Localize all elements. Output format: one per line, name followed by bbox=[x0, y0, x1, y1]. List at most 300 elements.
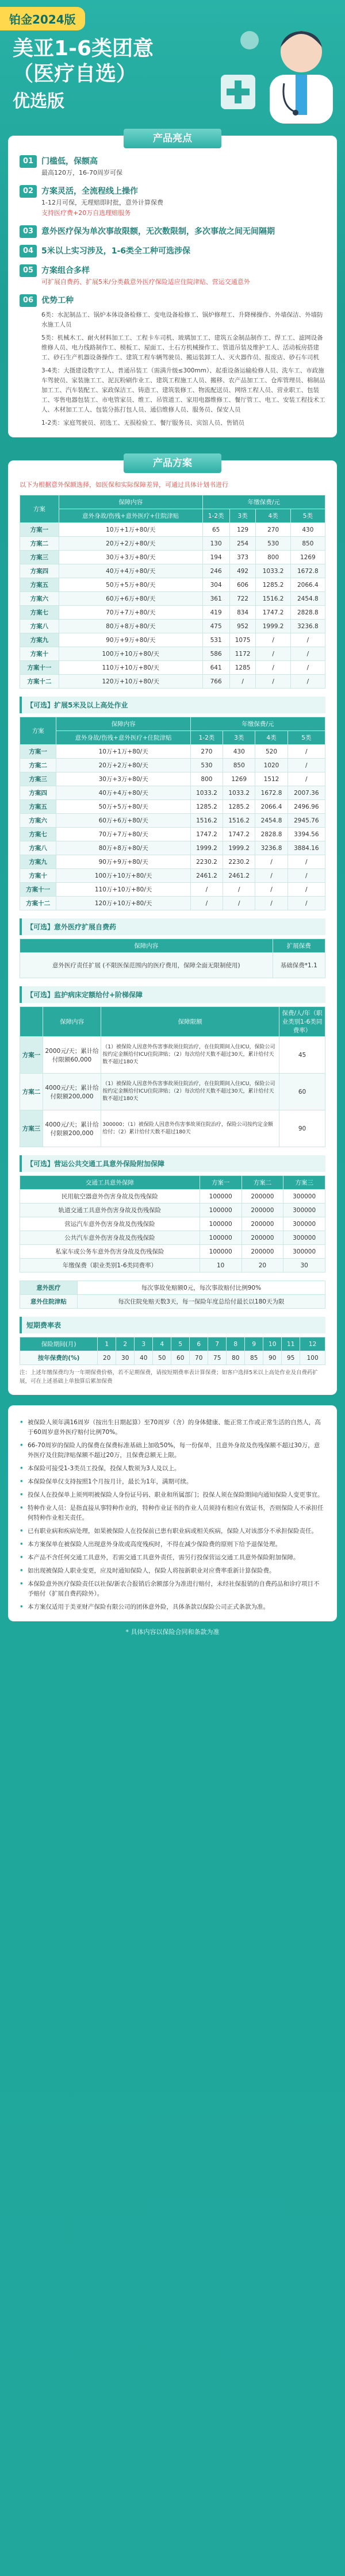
table-cell: 300000 bbox=[283, 1217, 325, 1231]
table-cell: / bbox=[288, 883, 325, 897]
table-cell: 20 bbox=[241, 1259, 283, 1272]
table-cell: 419 bbox=[202, 606, 229, 620]
doctor-illustration-icon bbox=[215, 17, 336, 124]
table-row bbox=[20, 1074, 325, 1110]
plan-name: 方案九 bbox=[20, 633, 59, 647]
table-cell: 100000 bbox=[200, 1245, 241, 1259]
clause-text: 特种作业人员：是指直接从事特种作业的，特种作业证书的作业人员须持有相应有效证书，否则保险人不承担任何特种作业相关责任。 bbox=[28, 1505, 324, 1521]
table-cell: 800 bbox=[190, 772, 223, 786]
table-cell: 75 bbox=[208, 1351, 227, 1365]
table-cell: 430 bbox=[223, 745, 255, 759]
table-cell: 194 bbox=[202, 551, 229, 564]
feature-title: 意外医疗保为单次事故限额，无次数限制，多次事故之间无间隔期 bbox=[41, 227, 275, 236]
feature-item bbox=[20, 155, 325, 168]
feature-item bbox=[20, 225, 325, 238]
table-row bbox=[20, 800, 325, 814]
table-cell: 3394.56 bbox=[288, 828, 325, 841]
col-header: 1-2类 bbox=[202, 509, 229, 523]
table-cell: 50万+5万+80/天 bbox=[59, 578, 202, 592]
table-cell: 70万+7万+80/天 bbox=[59, 606, 202, 620]
plan-name: 私家车或公务车意外伤害身故及伤残保险 bbox=[20, 1245, 200, 1259]
table-row bbox=[20, 592, 325, 606]
plan-name: 方案二 bbox=[20, 537, 59, 551]
plan-name: 方案二 bbox=[20, 759, 56, 772]
version-badge: 铂金2024版 bbox=[0, 7, 85, 30]
table-cell: / bbox=[288, 745, 325, 759]
plans-top-note: 以下为根据意外保额选择，如医保和实际保障差异，可通过具体计划书进行 bbox=[20, 481, 228, 489]
clause-item bbox=[20, 1477, 325, 1487]
table-row bbox=[20, 1204, 325, 1217]
table-cell: / bbox=[223, 883, 255, 897]
table-cell: 1269 bbox=[223, 772, 255, 786]
plan-table-high-altitude bbox=[20, 717, 325, 910]
table-cell: 520 bbox=[255, 745, 288, 759]
table-row bbox=[20, 606, 325, 620]
table-cell: 373 bbox=[229, 551, 256, 564]
table-row bbox=[20, 633, 325, 647]
table-cell: 60万+6万+80/天 bbox=[59, 592, 202, 606]
bullet-icon: • bbox=[20, 1491, 24, 1498]
plan-name: 方案十 bbox=[20, 869, 56, 883]
highlights-section-title: 产品亮点 bbox=[124, 129, 221, 148]
highlights-card bbox=[8, 133, 337, 437]
table-row bbox=[20, 1217, 325, 1231]
medical-terms-table bbox=[20, 1281, 325, 1309]
table-cell: 90 bbox=[279, 1110, 325, 1147]
table-cell: 85 bbox=[245, 1351, 263, 1365]
bullet-icon: • bbox=[20, 1465, 24, 1472]
col-header: 保障限额 bbox=[101, 1007, 279, 1037]
feature-number: 03 bbox=[20, 225, 37, 238]
table-cell: 100000 bbox=[200, 1190, 241, 1204]
table-cell: 361 bbox=[202, 592, 229, 606]
table-cell: 95 bbox=[282, 1351, 300, 1365]
feature-item bbox=[20, 245, 325, 257]
table-row bbox=[20, 647, 325, 661]
table-row bbox=[20, 772, 325, 786]
table-row bbox=[20, 745, 325, 759]
table-cell: 100万+10万+80/天 bbox=[59, 647, 202, 661]
table-cell: 30万+3万+80/天 bbox=[59, 551, 202, 564]
clause-item bbox=[20, 1579, 325, 1599]
table-cell: 300000 bbox=[283, 1190, 325, 1204]
plan-name: 方案三 bbox=[20, 1110, 43, 1147]
col-header: 5类 bbox=[290, 509, 325, 523]
table-cell: 60万+6万+80/天 bbox=[56, 814, 190, 828]
table-cell: 952 bbox=[229, 620, 256, 633]
plan-name: 方案十二 bbox=[20, 897, 56, 910]
col-header: 2 bbox=[116, 1337, 135, 1351]
table-cell: 530 bbox=[190, 759, 223, 772]
col-header: 扩展保费 bbox=[273, 939, 325, 953]
hero-title-line1: 美亚1-6类团意 bbox=[13, 37, 154, 60]
table-cell: 40万+4万+80/天 bbox=[59, 564, 202, 578]
table-cell: 1269 bbox=[290, 551, 325, 564]
plan-name: 方案十一 bbox=[20, 883, 56, 897]
col-header: 方案 bbox=[20, 717, 56, 745]
table-cell: 50 bbox=[153, 1351, 171, 1365]
clauses-card bbox=[8, 1405, 337, 1621]
table-cell: 10万+1万+80/天 bbox=[56, 745, 190, 759]
bullet-icon: • bbox=[20, 1442, 24, 1449]
clause-item bbox=[20, 1418, 325, 1437]
table-cell: 1516.2 bbox=[256, 592, 290, 606]
table-row bbox=[20, 828, 325, 841]
short-term-rate-table bbox=[20, 1337, 325, 1365]
plan-name: 方案十一 bbox=[20, 661, 59, 675]
table-cell: 1285 bbox=[229, 661, 256, 675]
table-row bbox=[20, 1295, 325, 1309]
table-cell: 304 bbox=[202, 578, 229, 592]
table-cell: 90 bbox=[263, 1351, 282, 1365]
table-cell: 10万+1万+80/天 bbox=[59, 523, 202, 537]
feature-number: 05 bbox=[20, 264, 37, 277]
col-header: 4类 bbox=[256, 509, 290, 523]
table-cell: 254 bbox=[229, 537, 256, 551]
table-cell: 110万+10万+80/天 bbox=[59, 661, 202, 675]
table-row bbox=[20, 1110, 325, 1147]
table-cell: 2000元/天；累计给付限额60,000 bbox=[43, 1037, 101, 1074]
table-cell: 3236.8 bbox=[290, 620, 325, 633]
table-cell: 1033.2 bbox=[190, 786, 223, 800]
table-cell: 60 bbox=[171, 1351, 190, 1365]
table-row bbox=[20, 1245, 325, 1259]
table-cell: 1512 bbox=[255, 772, 288, 786]
self-paid-drug-table bbox=[20, 939, 325, 978]
table-cell: 200000 bbox=[241, 1204, 283, 1217]
table-cell: 90万+9万+80/天 bbox=[56, 855, 190, 869]
table-row bbox=[20, 1231, 325, 1245]
plan-name: 方案八 bbox=[20, 620, 59, 633]
col-header: 保障内容 bbox=[20, 939, 273, 953]
bullet-icon: • bbox=[20, 1554, 24, 1561]
feature-number: 04 bbox=[20, 245, 37, 257]
table-cell: / bbox=[288, 869, 325, 883]
table-row bbox=[20, 620, 325, 633]
table-cell: 130 bbox=[202, 537, 229, 551]
col-header: 3类 bbox=[223, 731, 255, 745]
table-cell: 850 bbox=[223, 759, 255, 772]
clause-text: 本产品不含任何交通工具意外，若需交通工具意外责任，需另行投保营运交通工具意外保险附加保障。 bbox=[28, 1554, 300, 1561]
table-cell: 110万+10万+80/天 bbox=[56, 883, 190, 897]
col-header: 10 bbox=[263, 1337, 282, 1351]
table-cell: 10 bbox=[200, 1259, 241, 1272]
col-header: 8 bbox=[227, 1337, 245, 1351]
table-cell: 586 bbox=[202, 647, 229, 661]
table-cell: / bbox=[290, 661, 325, 675]
table-cell: 2230.2 bbox=[223, 855, 255, 869]
table-cell: 2945.76 bbox=[288, 814, 325, 828]
table-cell: 2828.8 bbox=[290, 606, 325, 620]
table-cell: 300000 bbox=[283, 1245, 325, 1259]
table-row bbox=[20, 1190, 325, 1204]
table-row bbox=[20, 883, 325, 897]
table-cell: 300000；（1）被保险人因意外伤害事故须住院治疗，保险公司按约定金额给付；（2）累计给付天数不超过180天 bbox=[101, 1110, 279, 1147]
col-header: 方案一 bbox=[200, 1176, 241, 1190]
table-cell: 430 bbox=[290, 523, 325, 537]
table-cell: 4000元/天；累计给付限额200,000 bbox=[43, 1074, 101, 1110]
table-cell: / bbox=[255, 883, 288, 897]
feature-title: 优势工种 bbox=[41, 296, 74, 305]
table-cell: 100000 bbox=[200, 1231, 241, 1245]
feature-desc: 1-12月可保，无理赔即时批，意外计算保费 bbox=[41, 199, 163, 206]
table-cell: （1）被保险人因意外伤害事故须住院治疗，在住院期间入住ICU，保险公司按约定金额给付ICU住院津贴；（2）每次给付天数不超过30天，累计给付天数不超过180天 bbox=[101, 1037, 279, 1074]
col-header: 保费/人/年（职业类别1-6类同费率） bbox=[279, 1007, 325, 1037]
table-row bbox=[20, 578, 325, 592]
col-header: 保障内容 bbox=[56, 717, 190, 731]
table-cell: 1033.2 bbox=[223, 786, 255, 800]
hero-title-line3: 优选版 bbox=[13, 91, 64, 112]
table-row bbox=[20, 1037, 325, 1074]
plans-card bbox=[8, 457, 337, 1395]
col-header: 保险期间(月) bbox=[20, 1337, 98, 1351]
table-cell: 800 bbox=[256, 551, 290, 564]
table-cell: 246 bbox=[202, 564, 229, 578]
table-cell: 70万+7万+80/天 bbox=[56, 828, 190, 841]
table-cell: 80万+8万+80/天 bbox=[59, 620, 202, 633]
col-header: 4 bbox=[153, 1337, 171, 1351]
plan-name: 方案四 bbox=[20, 564, 59, 578]
table-cell: 每次住院免赔天数3天，每一保险年度总给付最长以180天为限 bbox=[77, 1295, 325, 1309]
plan-name: 方案九 bbox=[20, 855, 56, 869]
col-header: 5 bbox=[171, 1337, 190, 1351]
table-cell: / bbox=[255, 897, 288, 910]
table-row bbox=[20, 759, 325, 772]
rate-title: 短期费率表 bbox=[20, 1317, 325, 1333]
clause-text: 66-70周岁的保险人的保费在保费标准基础上加收50%，每一份保单，且意外身故及伤残保额不超过30万，意外医疗及住院津贴保额不超过20万，且保费总额无上限。 bbox=[28, 1442, 320, 1459]
table-cell: / bbox=[290, 675, 325, 689]
feature-desc-highlight: 支持医疗费+20万自选理赔服务 bbox=[41, 209, 131, 217]
table-cell: 2828.8 bbox=[255, 828, 288, 841]
plan-name: 意外住院津贴 bbox=[20, 1295, 78, 1309]
clause-item bbox=[20, 1527, 325, 1536]
table-row bbox=[20, 841, 325, 855]
col-header: 9 bbox=[245, 1337, 263, 1351]
clause-item bbox=[20, 1490, 325, 1500]
plan-name: 方案十 bbox=[20, 647, 59, 661]
option-title: 【可选】意外医疗扩展自费药 bbox=[20, 918, 325, 935]
table-cell: / bbox=[290, 633, 325, 647]
feature-title: 门槛低，保额高 bbox=[41, 157, 98, 166]
clause-item bbox=[20, 1441, 325, 1460]
col-header: 年缴保费/元 bbox=[190, 717, 325, 731]
table-cell: / bbox=[288, 855, 325, 869]
plan-name: 营运汽车意外伤害身故及伤残保险 bbox=[20, 1217, 200, 1231]
feature-item bbox=[20, 264, 325, 277]
table-cell: 200000 bbox=[241, 1190, 283, 1204]
table-cell: / bbox=[256, 647, 290, 661]
table-cell: 2496.96 bbox=[288, 800, 325, 814]
table-cell: 1516.2 bbox=[190, 814, 223, 828]
col-header: 12 bbox=[300, 1337, 325, 1351]
plans-section-title: 产品方案 bbox=[124, 453, 221, 473]
table-cell: 1672.8 bbox=[290, 564, 325, 578]
feature-desc: 可扩展自费药、扩展5米/分类截意外医疗保险适应住院津贴、营运交通意外 bbox=[41, 278, 250, 286]
table-cell: （1）被保险人因意外伤害事故须住院治疗，在住院期间入住ICU，保险公司按约定金额给付ICU住院津贴；（2）每次给付天数不超过30天，累计给付天数不超过180天 bbox=[101, 1074, 279, 1110]
bullet-icon: • bbox=[20, 1505, 24, 1512]
plan-name: 方案三 bbox=[20, 772, 56, 786]
table-cell: / bbox=[190, 897, 223, 910]
table-cell: 200000 bbox=[241, 1245, 283, 1259]
table-row bbox=[20, 869, 325, 883]
occupation-class-3-4: 3-4类：大摄建设数字工人、普通吊装工（需满升级≤300mm）、起重设备运输检修人员、洗车工、市政施车驾驶员、家装施工工、泥瓦粉刷作业工、建筑工程施工人员、搬移、农产品加工工、仓库管理员、棉制品加工工、汽车装配工、家政保洁工、铸造工、建筑装修工、物流配送员、网络工程人员、营业职工、包装工、零售电器包装工、市电管家员、维工、吊管道工、家用电器维修工、餐厅管工、电工、安装工程技术工人、木材加工工人、包装分拣打包人员、通信维修人员、服务员、保安人员 bbox=[41, 367, 325, 413]
table-cell: / bbox=[190, 883, 223, 897]
table-cell: / bbox=[256, 633, 290, 647]
table-cell: 65 bbox=[202, 523, 229, 537]
table-cell: 200000 bbox=[241, 1231, 283, 1245]
table-row bbox=[20, 661, 325, 675]
table-cell: 意外医疗责任扩展 (不限医保范围内的医疗费用，保障全面无限制使用) bbox=[20, 953, 273, 978]
col-header: 保障内容 bbox=[59, 495, 202, 509]
clause-text: 本保险可接受1-3类员工投保，投保人数须为3人及以上。 bbox=[28, 1465, 181, 1472]
plan-name: 方案三 bbox=[20, 551, 59, 564]
table-cell: 475 bbox=[202, 620, 229, 633]
table-cell: 1516.2 bbox=[223, 814, 255, 828]
table-cell: 按年保费的(%) bbox=[20, 1351, 98, 1365]
plan-name: 方案十二 bbox=[20, 675, 59, 689]
feature-title: 方案灵活，全流程线上操作 bbox=[41, 187, 138, 196]
plan-name: 方案七 bbox=[20, 606, 59, 620]
plan-name: 方案二 bbox=[20, 1074, 43, 1110]
plan-name: 方案六 bbox=[20, 592, 59, 606]
clause-text: 本保险意外医疗保险责任以社保/新农合报销后余额部分为准进行赔付，未经社保报销的自费药品和诊疗项目不予赔付（扩展自费药除外）。 bbox=[28, 1581, 320, 1597]
plan-name: 年缴保费（职业类别1-6类同费率） bbox=[20, 1259, 200, 1272]
feature-title: 方案组合多样 bbox=[41, 266, 90, 275]
table-row bbox=[20, 675, 325, 689]
table-row bbox=[20, 1281, 325, 1295]
table-cell: / bbox=[288, 772, 325, 786]
table-cell: 100000 bbox=[200, 1204, 241, 1217]
clause-text: 本方案保单在被保险人出现意外身故或高度残疾时，不得在减少保险费的原则下给予退保处理。 bbox=[28, 1541, 281, 1548]
table-cell: 60 bbox=[279, 1074, 325, 1110]
table-cell: 1747.2 bbox=[256, 606, 290, 620]
table-cell: / bbox=[290, 647, 325, 661]
table-cell: 200000 bbox=[241, 1217, 283, 1231]
table-cell: 2230.2 bbox=[190, 855, 223, 869]
table-cell: 每次事故免赔额0元，每次事故赔付比例90% bbox=[77, 1281, 325, 1295]
table-cell: 30 bbox=[283, 1259, 325, 1272]
table-cell: 2461.2 bbox=[223, 869, 255, 883]
table-cell: 2007.36 bbox=[288, 786, 325, 800]
col-header: 保障内容 bbox=[43, 1007, 101, 1037]
table-cell: / bbox=[288, 759, 325, 772]
table-row bbox=[20, 1259, 325, 1272]
table-cell: 300000 bbox=[283, 1231, 325, 1245]
plan-name: 方案六 bbox=[20, 814, 56, 828]
table-cell: 基础保费*1.1 bbox=[273, 953, 325, 978]
table-cell: 531 bbox=[202, 633, 229, 647]
table-cell: 1285.2 bbox=[223, 800, 255, 814]
option-title: 【可选】营运公共交通工具意外保险附加保障 bbox=[20, 1155, 325, 1172]
transport-table bbox=[20, 1175, 325, 1272]
plan-table bbox=[20, 495, 325, 689]
col-header: 4类 bbox=[255, 731, 288, 745]
table-cell: 766 bbox=[202, 675, 229, 689]
bullet-icon: • bbox=[20, 1604, 24, 1610]
table-cell: 1285.2 bbox=[256, 578, 290, 592]
table-cell: 40 bbox=[135, 1351, 153, 1365]
clause-item bbox=[20, 1464, 325, 1474]
table-cell: 129 bbox=[229, 523, 256, 537]
table-cell: 2066.4 bbox=[290, 578, 325, 592]
bullet-icon: • bbox=[20, 1419, 24, 1426]
table-cell: 1672.8 bbox=[255, 786, 288, 800]
clause-text: 被保险人须年满16周岁（按出生日期起算）至70周岁（含）的身体健康、能正常工作或正常生活的自然人，高于60周岁意外医疗赔付比例70%。 bbox=[28, 1419, 321, 1436]
table-row bbox=[20, 551, 325, 564]
feature-desc: 最高120万，16-70周岁可保 bbox=[41, 169, 122, 176]
table-cell: 641 bbox=[202, 661, 229, 675]
feature-item bbox=[20, 185, 325, 198]
col-header: 3 bbox=[135, 1337, 153, 1351]
clause-text: 投保人在投保单上须列明被保险人身份证号码、职业和所属部门；投保人须在保险期间内通知保险人变更事宜。 bbox=[28, 1491, 324, 1498]
bullet-icon: • bbox=[20, 1528, 24, 1535]
col-header: 6 bbox=[190, 1337, 208, 1351]
table-cell: 70 bbox=[190, 1351, 208, 1365]
plan-name: 方案四 bbox=[20, 786, 56, 800]
table-cell: 2461.2 bbox=[190, 869, 223, 883]
table-row bbox=[20, 537, 325, 551]
table-cell: 100000 bbox=[200, 1217, 241, 1231]
table-cell: 80万+8万+80/天 bbox=[56, 841, 190, 855]
table-cell: 45 bbox=[279, 1037, 325, 1074]
feature-item bbox=[20, 294, 325, 307]
table-cell: 270 bbox=[190, 745, 223, 759]
plan-name: 方案五 bbox=[20, 578, 59, 592]
col-header: 1 bbox=[98, 1337, 116, 1351]
occupation-class-5: 5类：机械木工、耐火材料加工工、工程卡车司机、玻璃加工工、建筑五金制品制作工、焊工工、滤网设备维修人员、电力线路制作工、模板工、屋面工、土石方机械操作工、管道吊装及维护工人、活动板房搭建工、砂石生产机器设备操作工、建筑工程车辆驾驶员、搬运装卸工人、灭火器作员、报废店、砂石车司机 bbox=[41, 335, 323, 361]
table-cell: 1285.2 bbox=[190, 800, 223, 814]
table-cell: 722 bbox=[229, 592, 256, 606]
col-header: 5类 bbox=[288, 731, 325, 745]
plan-name: 方案八 bbox=[20, 841, 56, 855]
table-cell: 20 bbox=[98, 1351, 116, 1365]
feature-title: 5米以上实习涉及，1-6类全工种可选涉保 bbox=[41, 247, 191, 256]
table-cell: 1999.2 bbox=[256, 620, 290, 633]
plan-name: 方案一 bbox=[20, 745, 56, 759]
table-cell: 120万+10万+80/天 bbox=[56, 897, 190, 910]
hero-banner bbox=[0, 0, 345, 126]
col-header: 3类 bbox=[229, 509, 256, 523]
clause-text: 本方案仅适用于美亚财产保险有限公司的团体意外险，具体条款以保险公司正式条款为准。 bbox=[28, 1604, 269, 1610]
table-cell: 492 bbox=[229, 564, 256, 578]
option-title: 【可选】扩展5米及以上高处作业 bbox=[20, 697, 325, 713]
table-cell: 100 bbox=[300, 1351, 325, 1365]
table-row bbox=[20, 786, 325, 800]
col-header: 11 bbox=[282, 1337, 300, 1351]
table-cell: 1172 bbox=[229, 647, 256, 661]
bullet-icon: • bbox=[20, 1567, 24, 1574]
footer-note: * 具体内容以保险合同和条款为准 bbox=[125, 1628, 220, 1636]
table-cell: 100万+10万+80/天 bbox=[56, 869, 190, 883]
table-cell: 1747.2 bbox=[223, 828, 255, 841]
table-cell: 1033.2 bbox=[256, 564, 290, 578]
table-cell: 4000元/天；累计给付限额200,000 bbox=[43, 1110, 101, 1147]
table-cell: / bbox=[288, 897, 325, 910]
col-header: 方案二 bbox=[241, 1176, 283, 1190]
plan-name: 方案五 bbox=[20, 800, 56, 814]
clause-item bbox=[20, 1540, 325, 1550]
table-cell: 1020 bbox=[255, 759, 288, 772]
table-cell: 20万+2万+80/天 bbox=[59, 537, 202, 551]
table-cell: 80 bbox=[227, 1351, 245, 1365]
table-cell: 40万+4万+80/天 bbox=[56, 786, 190, 800]
col-header: 年缴保费/元 bbox=[202, 495, 325, 509]
table-cell: 606 bbox=[229, 578, 256, 592]
table-cell: 30 bbox=[116, 1351, 135, 1365]
table-cell: 1747.2 bbox=[190, 828, 223, 841]
table-cell: 30万+3万+80/天 bbox=[56, 772, 190, 786]
table-row bbox=[20, 897, 325, 910]
